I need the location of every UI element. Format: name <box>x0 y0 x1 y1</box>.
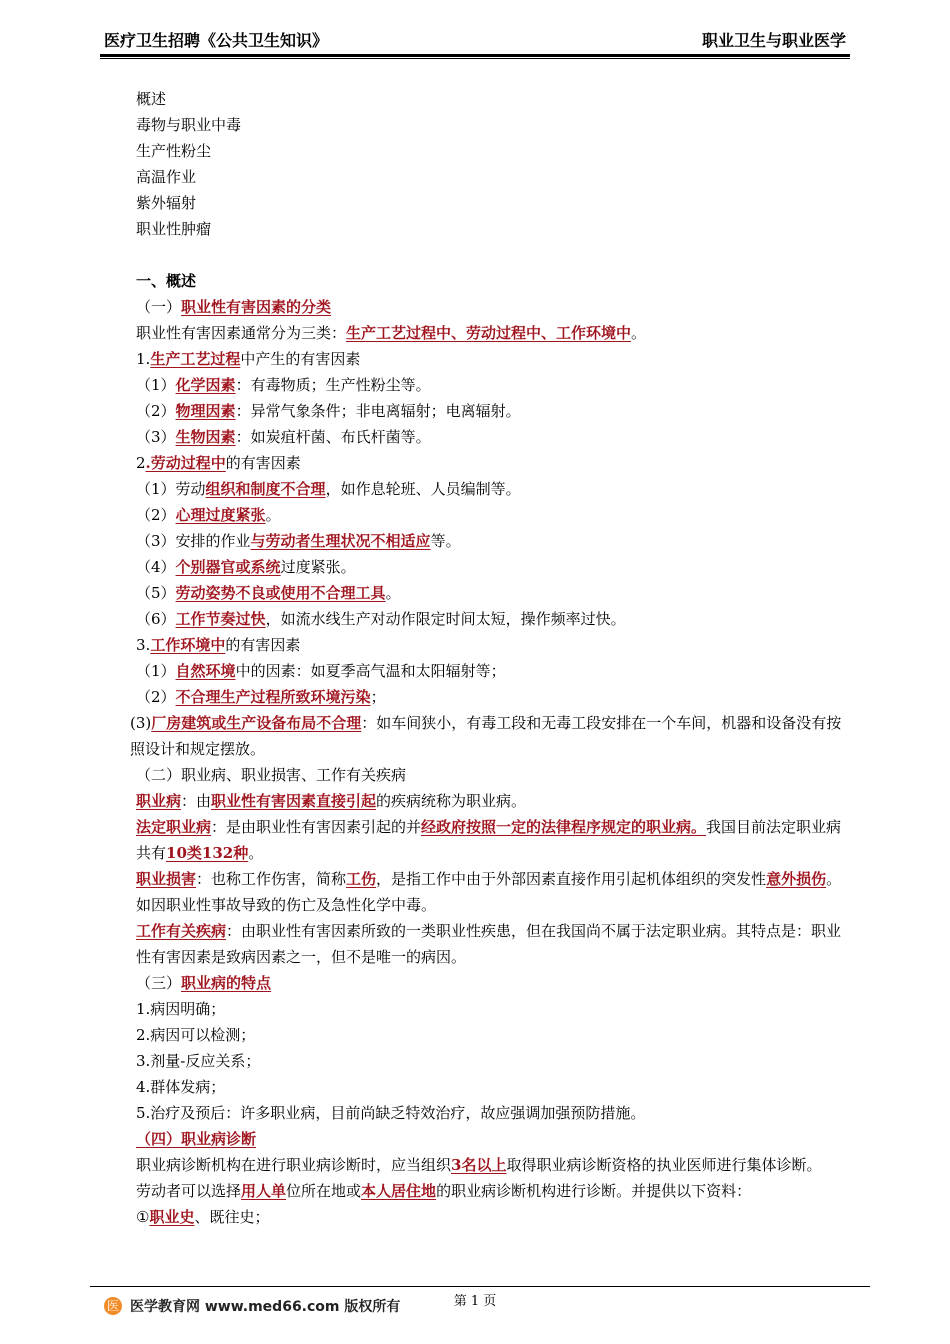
med66-logo-icon: 医 <box>104 1297 122 1315</box>
paragraph-line: （2）心理过度紧张。 <box>136 506 281 524</box>
definition-paragraph: 职业损害：也称工作伤害，简称工伤，是指工作中由于外部因素直接作用引起机体组织的突发性意外损伤。如因职业性事故导致的伤亡及急性化学中毒。 <box>136 870 842 914</box>
toc-item: 职业性肿瘤 <box>136 220 212 238</box>
paragraph-line: 2.劳动过程中的有害因素 <box>136 454 301 472</box>
toc-item: 高温作业 <box>136 168 197 186</box>
paragraph-line: （1）化学因素：有毒物质；生产性粉尘等。 <box>136 376 431 394</box>
header-rule-thin <box>100 58 850 59</box>
paragraph-line: （4）个别器官或系统过度紧张。 <box>136 558 356 576</box>
paragraph-line: （2）不合理生产过程所致环境污染； <box>136 688 386 706</box>
toc-item: 生产性粉尘 <box>136 142 212 160</box>
feature-item: 3.剂量-反应关系； <box>136 1052 261 1070</box>
definition-paragraph: 职业病：由职业性有害因素直接引起的疾病统称为职业病。 <box>136 792 527 810</box>
header-rule-thick <box>100 54 850 57</box>
definition-paragraph: 法定职业病：是由职业性有害因素引起的并经政府按照一定的法律程序规定的职业病。我国目前法定职业病共有10类132种。 <box>136 818 842 862</box>
toc-item: 紫外辐射 <box>136 194 197 212</box>
definition-paragraph: 工作有关疾病：由职业性有害因素所致的一类职业性疾患，但在我国尚不属于法定职业病。其特点是：职业性有害因素是致病因素之一，但不是唯一的病因。 <box>136 922 842 966</box>
toc-item: 概述 <box>136 90 167 108</box>
footer-copyright: 医学教育网 www.med66.com 版权所有 <box>130 1299 401 1315</box>
section-heading: 一、概述 <box>136 272 197 290</box>
subsection-heading: （四）职业病诊断 <box>136 1130 257 1148</box>
paragraph-line: ①职业史、既往史； <box>136 1208 270 1226</box>
subsection-heading: （一）职业性有害因素的分类 <box>136 298 332 316</box>
feature-item: 1.病因明确； <box>136 1000 226 1018</box>
paragraph-line: 3.工作环境中的有害因素 <box>136 636 301 654</box>
paragraph-line: （1）自然环境中的因素：如夏季高气温和太阳辐射等； <box>136 662 506 680</box>
paragraph: 职业病诊断机构在进行职业病诊断时，应当组织3名以上取得职业病诊断资格的执业医师进行集体诊断。 <box>136 1156 822 1174</box>
paragraph-line: （3）生物因素：如炭疽杆菌、布氏杆菌等。 <box>136 428 431 446</box>
paragraph: 劳动者可以选择用人单位所在地或本人居住地的职业病诊断机构进行诊断。并提供以下资料： <box>136 1182 752 1200</box>
paragraph-line: 1.生产工艺过程中产生的有害因素 <box>136 350 361 368</box>
paragraph-line: （5）劳动姿势不良或使用不合理工具。 <box>136 584 401 602</box>
feature-item: 5.治疗及预后：许多职业病，目前尚缺乏特效治疗，故应强调加强预防措施。 <box>136 1104 646 1122</box>
paragraph-line: （1）劳动组织和制度不合理，如作息轮班、人员编制等。 <box>136 480 521 498</box>
header-left-title: 医疗卫生招聘《公共卫生知识》 <box>104 31 329 50</box>
paragraph-line: （2）物理因素：异常气象条件；非电离辐射；电离辐射。 <box>136 402 521 420</box>
paragraph-line: 职业性有害因素通常分为三类：生产工艺过程中、劳动过程中、工作环境中。 <box>136 324 647 342</box>
paragraph-line: （6）工作节奏过快，如流水线生产对动作限定时间太短，操作频率过快。 <box>136 610 626 628</box>
footer-rule <box>90 1286 870 1287</box>
page-number: 第 1 页 <box>453 1294 497 1309</box>
document-body <box>130 86 848 1230</box>
feature-item: 4.群体发病； <box>136 1078 226 1096</box>
feature-item: 2.病因可以检测； <box>136 1026 256 1044</box>
header-right-title: 职业卫生与职业医学 <box>701 31 846 50</box>
paragraph-line: （3）安排的作业与劳动者生理状况不相适应等。 <box>136 532 461 550</box>
paragraph: (3)厂房建筑或生产设备布局不合理：如车间狭小，有毒工段和无毒工段安排在一个车间，机器和设备没有按照设计和规定摆放。 <box>130 714 842 758</box>
subsection-heading: （三）职业病的特点 <box>136 974 272 992</box>
subsection-heading: （二）职业病、职业损害、工作有关疾病 <box>136 766 407 784</box>
toc-item: 毒物与职业中毒 <box>136 116 242 134</box>
